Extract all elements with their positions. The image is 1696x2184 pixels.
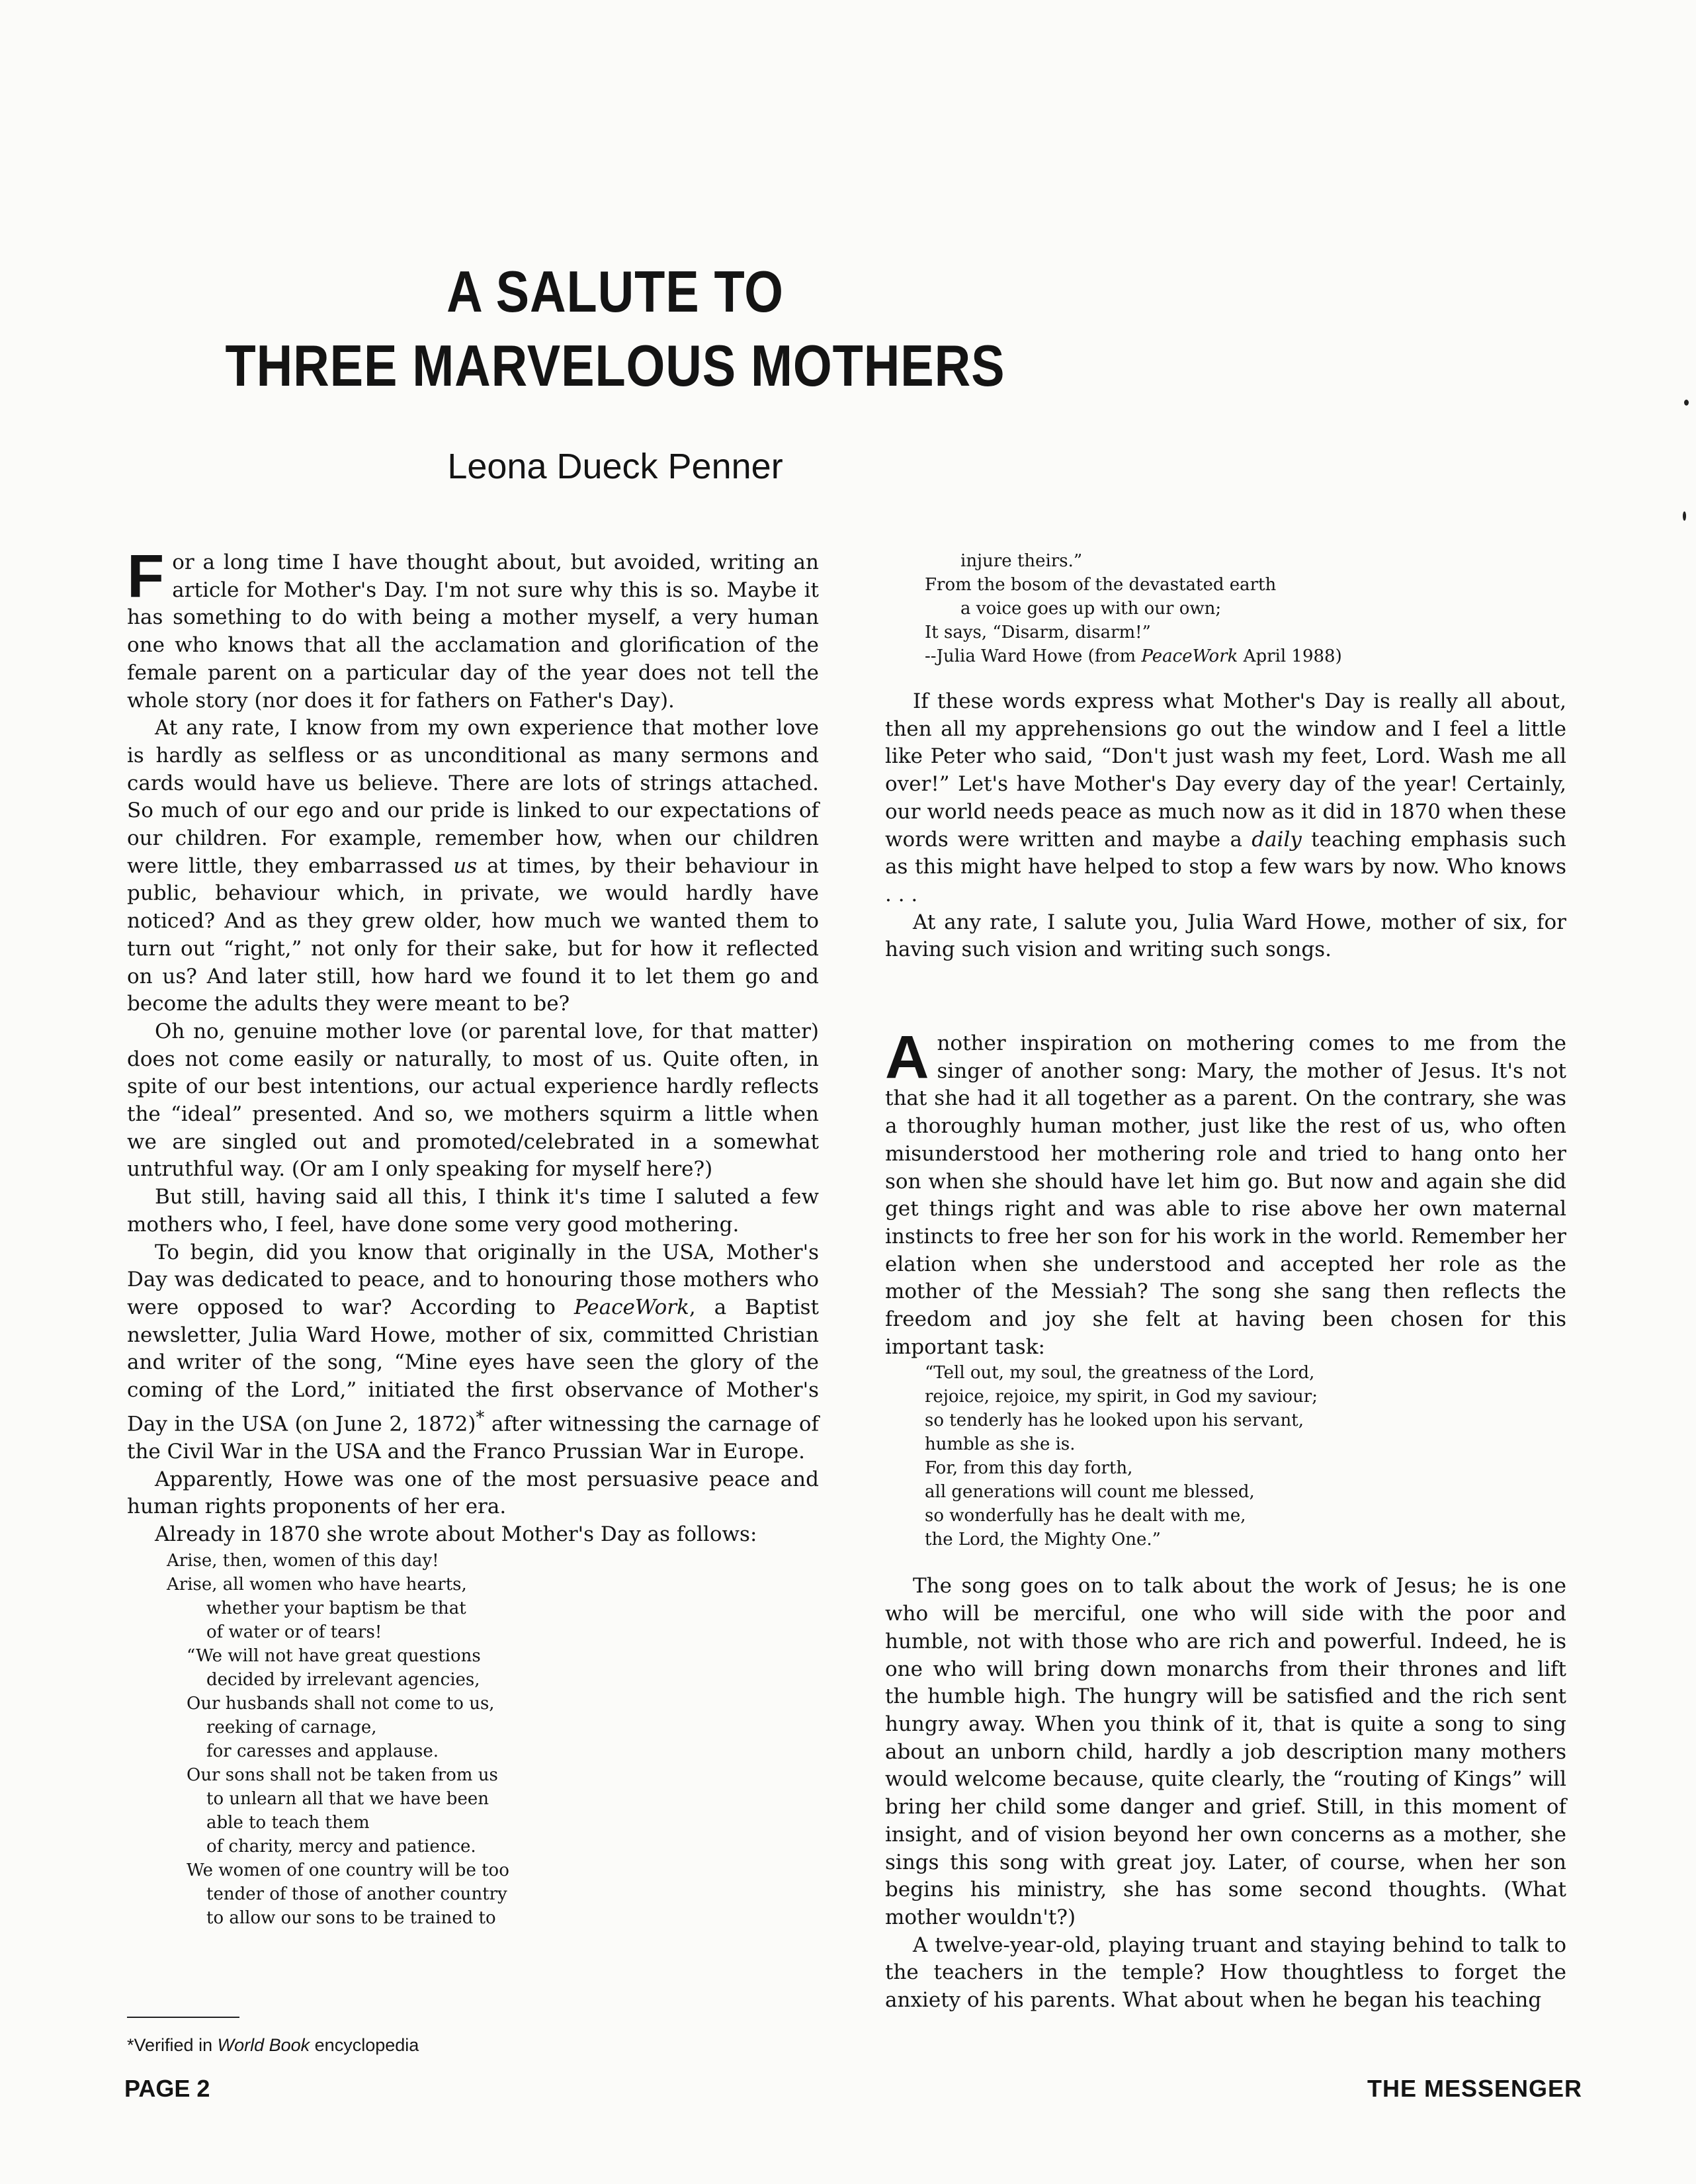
- drop-cap: A: [885, 1024, 929, 1092]
- poem-line: We women of one country will be too: [187, 1860, 509, 1880]
- title-line-2: THREE MARVELOUS MOTHERS: [225, 333, 1005, 398]
- poem-line: injure theirs.”: [960, 551, 1083, 571]
- title-line-1: A SALUTE TO: [446, 259, 784, 324]
- poem-line: of charity, mercy and patience.: [206, 1836, 476, 1856]
- paragraph: Apparently, Howe was one of the most persuasive peace and human rights proponents of her era.: [127, 1467, 819, 1519]
- poem-line: Our husbands shall not come to us,: [187, 1693, 495, 1714]
- poem-line: Our sons shall not be taken from us: [187, 1765, 498, 1785]
- poem-line: From the bosom of the devastated earth: [925, 575, 1277, 595]
- drop-cap: F: [127, 543, 165, 610]
- paragraph: At any rate, I salute you, Julia Ward Howe, mother of six, for having such vision and writing such songs.: [885, 910, 1566, 962]
- footnote-marker: *: [476, 1407, 485, 1428]
- paragraph: To begin, did you know that originally in the USA, Mother's Day was dedicated to peace, and to honouring those mothers who were opposed to war? According to PeaceWork, a Baptist newsletter, Julia Ward Howe, mother of six, committed Christian and writer of the song, “Mine eyes have seen the glory of the coming of the Lord,” initiated the first observance of Mother's Day in the USA (on June 2, 1872)* after witnessing the carnage of the Civil War in the USA and the Franco Prussian War in Europe.: [127, 1240, 820, 1463]
- paragraph: Oh no, genuine mother love (or parental love, for that matter) does not come easily or naturally, to most of us. Quite often, in spite of our best intentions, our actual experience hardly reflects the “ideal” presented. And so, we mothers squirm a little when we are singled out and promoted/celebrated in a somewhat untruthful way. (Or am I only speaking for myself here?): [127, 1019, 819, 1182]
- poem-line: tender of those of another country: [206, 1884, 507, 1904]
- poem-line: It says, “Disarm, disarm!”: [925, 623, 1151, 642]
- poem-line: of water or of tears!: [206, 1622, 382, 1642]
- footnote-divider: [127, 2017, 239, 2018]
- paragraph: But still, having said all this, I think it's time I saluted a few mothers who, I feel, have done some very good mothering.: [127, 1185, 819, 1237]
- poem-line: humble as she is.: [925, 1434, 1076, 1455]
- poem-line: the Lord, the Mighty One.”: [925, 1530, 1161, 1550]
- howe-poem-continued: [925, 549, 1566, 668]
- paragraph: A twelve-year-old, playing truant and staying behind to talk to the teachers in the temple? How thoughtless to forget the anxiety of his parents. What about when he began his teaching: [885, 1933, 1566, 2013]
- article-title: [86, 255, 1144, 403]
- scan-speck: [1683, 511, 1686, 521]
- magnificat-quote: [925, 1361, 1566, 1551]
- left-column: [127, 543, 820, 1930]
- right-column: [885, 549, 1566, 2015]
- poem-line: to unlearn all that we have been: [206, 1788, 489, 1809]
- poem-attribution: --Julia Ward Howe (from PeaceWork April 1988): [925, 646, 1342, 666]
- poem-line: able to teach them: [206, 1812, 370, 1833]
- paragraph: Another inspiration on mothering comes to me from the singer of another song: Mary, the mother of Jesus. It's not that she had it all together as a parent. On the contrary, she was a thoroughly human mother, just like the rest of us, who often misunderstood her mothering role and tried to hang onto her son when she should have let him go. But now and again she did get things right and was able to rise above her own maternal instincts to free her son for his work in the world. Remember her elation when she understood and accepted her role as the mother of the Messiah? The song she sang then reflects the freedom and joy she felt at having been chosen for this important task:: [885, 1024, 1566, 1359]
- poem-line: so tenderly has he looked upon his servant,: [925, 1411, 1304, 1431]
- poem-line: Arise, then, women of this day!: [167, 1550, 439, 1571]
- howe-proclamation-poem: [167, 1549, 819, 1930]
- poem-line: so wonderfully has he dealt with me,: [925, 1506, 1246, 1526]
- poem-line: Arise, all women who have hearts,: [167, 1574, 467, 1594]
- poem-line: “We will not have great questions: [187, 1645, 481, 1666]
- publication-name: THE MESSENGER: [1367, 2075, 1582, 2102]
- footnote: *Verified in World Book encyclopedia: [127, 2035, 419, 2055]
- poem-line: all generations will count me blessed,: [925, 1482, 1255, 1503]
- paragraph: The song goes on to talk about the work of Jesus; he is one who will be merciful, one who will side with the poor and humble, not with those who are rich and powerful. Indeed, he is one who will bring down monarchs from their thrones and lift the humble high. The hungry will be satisfied and the rich sent hungry away. When you think of it, that is quite a song to sing about an unborn child, hardly a job description many mothers would welcome because, quite clearly, the “routing of Kings” will bring her child some danger and grief. Still, in this moment of insight, and of vision beyond her own concerns as a mother, she sings this song with great joy. Later, of course, when her son begins his ministry, she has some second thoughts. (What mother wouldn't?): [885, 1574, 1566, 1929]
- poem-line: reeking of carnage,: [206, 1717, 377, 1737]
- poem-line: for caresses and applause.: [206, 1741, 439, 1761]
- paragraph: For a long time I have thought about, but avoided, writing an article for Mother's Day. I'm not sure why this is so. Maybe it has something to do with being a mother myself, a very human one who knows that all the acclamation and glorification of the female parent on a particular day of the year does not tell the whole story (nor does it for fathers on Father's Day).: [127, 543, 819, 713]
- page-number: PAGE 2: [124, 2075, 210, 2102]
- paragraph: If these words express what Mother's Day is really all about, then all my apprehensions go out the window and I feel a little like Peter who said, “Don't just wash my feet, Lord. Wash me all over!” Let's have Mother's Day every day of the year! Certainly, our world needs peace as much now as it did in 1870 when these words were written and maybe a daily teaching emphasis such as this might have helped to stop a few wars by now. Who knows . . .: [885, 689, 1566, 906]
- poem-line: to allow our sons to be trained to: [206, 1907, 496, 1928]
- poem-line: decided by irrelevant agencies,: [206, 1669, 480, 1690]
- poem-line: a voice goes up with our own;: [960, 599, 1222, 619]
- poem-line: rejoice, rejoice, my spirit, in God my saviour;: [925, 1387, 1318, 1407]
- poem-line: For, from this day forth,: [925, 1458, 1133, 1479]
- scan-speck: [1684, 400, 1689, 406]
- paragraph: Already in 1870 she wrote about Mother's Day as follows:: [155, 1522, 757, 1546]
- paragraph: At any rate, I know from my own experience that mother love is hardly as selfless or as unconditional as many sermons and cards would have us believe. There are lots of strings attached. So much of our ego and our pride is linked to our expectations of our children. For example, remember how, when our children were little, they embarrassed us at times, by their behaviour in public, behaviour which, in private, we would hardly have noticed? And as they grew older, how much we wanted them to turn out “right,” not only for their sake, but for how it reflected on us? And later still, how hard we found it to let them go and become the adults they were meant to be?: [127, 716, 819, 1016]
- author-byline: Leona Dueck Penner: [447, 447, 783, 486]
- poem-line: “Tell out, my soul, the greatness of the Lord,: [925, 1363, 1315, 1383]
- poem-line: whether your baptism be that: [206, 1598, 466, 1618]
